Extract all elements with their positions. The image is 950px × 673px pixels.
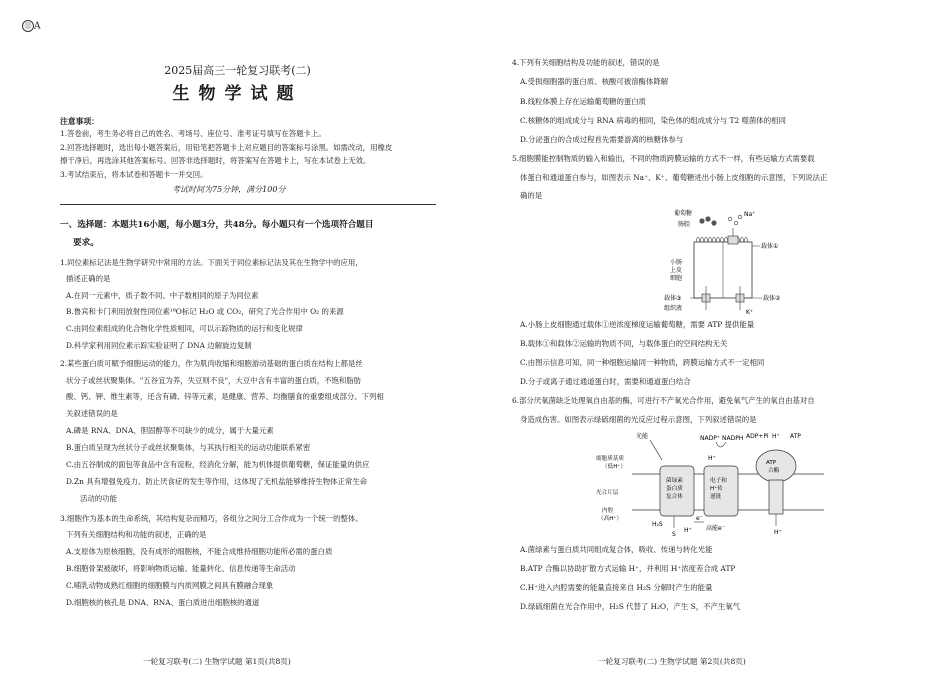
- q1-option-a: A.在同一元素中，质子数不同、中子数相同的原子为同位素: [66, 291, 259, 300]
- label-nadph: NADPH: [722, 435, 744, 442]
- notice-item: 3.考试结束后，将本试卷和答题卡一并交回。: [60, 170, 208, 179]
- exam-time: 考试时间为75分钟，满分100分: [172, 185, 286, 194]
- version-badge: ⑪ A: [22, 20, 41, 32]
- notice-item: 擦干净后，再选涂其他答案标号。回答非选择题时，将答案写在答题卡上，写在本试卷上无效。: [60, 156, 371, 165]
- label-cytoplasm: （低H⁺）: [602, 464, 626, 470]
- q1-option-d: D.科学家利用同位素示踪实验证明了 DNA 边解旋边复制: [66, 341, 252, 350]
- q3-stem: 下列有关细胞结构和功能的叙述，正确的是: [66, 530, 207, 539]
- label-na: Na⁺: [744, 211, 756, 218]
- label-light: 光能: [636, 433, 649, 440]
- carrier-1: [728, 236, 738, 244]
- label-sulfur: S: [672, 531, 676, 538]
- q4-option-c: C.核糖体的组成成分与 RNA 病毒的相同，染色体的组成成分与 T2 噬菌体的相同: [520, 116, 786, 125]
- q2-option-d: D.Zn 具有增强免疫力、防止厌食症的发生等作用，这体现了无机盐能够维持生物体正常生命: [66, 477, 368, 486]
- label-proton: H⁺: [772, 433, 780, 440]
- label-atp: ATP: [790, 433, 801, 440]
- q4-stem: 4.下列有关细胞结构及功能的叙述，错误的是: [512, 58, 660, 67]
- q2-stem: 酸、钙、钾、维生素等，还含有磷、锌等元素，是健康、营养、均衡膳食的重要组成部分。下列相: [66, 392, 384, 401]
- q1-option-c: C.由同位素组成的化合物化学性质相同，可以示踪物质的运行和变化规律: [66, 324, 303, 333]
- atp-synthase-head: [756, 450, 796, 482]
- page-footer: 一轮复习联考(二) 生物学试题 第2页(共8页): [598, 657, 746, 666]
- label-complex: 复合体: [666, 494, 683, 500]
- label-chain: 递链: [710, 494, 722, 500]
- label-chain: H⁺传: [710, 486, 723, 492]
- notice-item: 2.回答选择题时，选出每小题答案后，用铅笔把答题卡上对应题目的答案标号涂黑。如需改动，用橡皮: [60, 143, 393, 152]
- q3-option-b: B.细胞骨架被破坏，将影响物质运输、能量转化、信息传递等生命活动: [66, 564, 296, 573]
- glucose-icon: [699, 218, 704, 223]
- q2-stem: 关叙述错误的是: [66, 409, 118, 418]
- label-lumen: 内腔: [602, 508, 614, 514]
- nadp-arrow: [716, 442, 726, 447]
- q5-option-b: B.载体①和载体②运输的物质不同，与载体蛋白的空间结构无关: [520, 339, 728, 348]
- transport-diagram: [650, 206, 810, 318]
- q2-stem: 状分子或丝状聚集体。"五谷宜为养，失豆则不良"，大豆中含有丰富的蛋白质，不饱和脂肪: [66, 376, 362, 385]
- label-carrier-2: 载体②: [763, 295, 781, 302]
- label-carrier-3: 载体③: [664, 295, 682, 302]
- label-proton: H⁺: [684, 527, 692, 534]
- q2-option-d-cont: 活动的功能: [80, 494, 117, 503]
- circle-icon: ⑪: [22, 20, 34, 32]
- q6-stem: 6.部分厌氧菌缺乏处理氧自由基的酶，可进行不产氧光合作用，避免氧气产生的氧自由基对自: [512, 396, 815, 405]
- label-glucose: 葡萄糖: [674, 210, 693, 217]
- label-cell: 上皮: [670, 267, 683, 274]
- label-tissue-fluid: 组织液: [664, 305, 683, 312]
- q3-option-c: C.哺乳动物成熟红细胞的细胞膜与内质网膜之间具有膜融合现象: [66, 581, 274, 590]
- section-title-cont: 要求。: [73, 238, 99, 248]
- q5-option-d: D.分子或离子通过通道蛋白时，需要和通道蛋白结合: [520, 377, 691, 386]
- label-adp: ADP+Pi: [746, 433, 769, 440]
- notice-heading: 注意事项：: [60, 117, 99, 126]
- page-footer: 一轮复习联考(二) 生物学试题 第1页(共8页): [143, 657, 291, 666]
- q4-option-d: D.分泌蛋白的合成过程首先需要游离的核糖体参与: [520, 135, 684, 144]
- q1-stem: 描述正确的是: [66, 274, 111, 283]
- label-complex: 菌绿素: [666, 478, 683, 484]
- q4-option-a: A.受损细胞器的蛋白质、核酸可被溶酶体降解: [520, 77, 669, 86]
- q2-option-b: B.蛋白质呈现为丝状分子或丝状聚集体，与其执行相关的运动功能联系紧密: [66, 443, 311, 452]
- q6-stem: 身造成伤害。如图表示绿硫细菌的光反应过程示意图，下列叙述错误的是: [520, 415, 757, 424]
- label-lamella: 光合片层: [596, 490, 619, 496]
- q6-option-b: B.ATP 合酶以协助扩散方式运输 H⁺，并利用 H⁺浓度差合成 ATP: [520, 564, 736, 573]
- q3-option-d: D.细胞核的核孔是 DNA、RNA、蛋白质进出细胞核的通道: [66, 598, 260, 607]
- glucose-icon: [711, 220, 716, 225]
- label-complex: 蛋白质: [666, 486, 683, 492]
- subject-title: 生物学试题: [172, 84, 303, 104]
- sodium-ion-icon: [738, 215, 742, 219]
- q3-option-a: A.支原体为原核细胞，没有成形的细胞核，不能合成维持细胞功能所必需的蛋白质: [66, 547, 333, 556]
- exam-title: 2025届高三一轮复习联考(二): [164, 64, 311, 77]
- atp-synthase-stalk: [769, 480, 783, 514]
- label-proton: H⁺: [774, 529, 782, 536]
- label-proton: H⁺: [708, 455, 716, 462]
- label-high-energy-electron: 高能e⁻: [706, 525, 725, 532]
- label-carrier-1: 载体①: [761, 243, 779, 250]
- label-h2s: H₂S: [652, 521, 663, 528]
- notice-item: 1.答卷前，考生务必将自己的姓名、考场号、座位号、准考证号填写在答题卡上。: [60, 129, 326, 138]
- microvilli: [696, 237, 748, 242]
- q3-stem: 3.细胞作为基本的生命系统，其结构复杂而精巧，各组分之间分工合作成为一个统一的整体。: [60, 514, 363, 523]
- label-nadp: NADP⁺: [700, 435, 720, 442]
- label-cell: 细胞: [670, 275, 683, 282]
- section-title: 一、选择题：本题共16小题，每小题3分，共48分。每小题只有一个选项符合题目: [60, 220, 374, 230]
- label-atp-synthase: 合酶: [768, 468, 780, 474]
- divider: [60, 204, 436, 205]
- q6-option-d: D.绿硫细菌在光合作用中，H₂S 代替了 H₂O，产生 S，不产生氧气: [520, 602, 741, 611]
- q5-stem: 体蛋白和通道蛋白参与，如图表示 Na⁺、K⁺、葡萄糖进出小肠上皮细胞的示意图，下列说法正: [520, 173, 828, 182]
- label-lumen: （高H⁺）: [598, 516, 622, 522]
- sodium-ion-icon: [734, 221, 738, 225]
- q5-stem: 确的是: [520, 191, 543, 200]
- label-cytoplasm: 细胞质基质: [596, 456, 624, 462]
- label-cell: 小肠: [670, 259, 683, 266]
- label-lumen: 肠腔: [678, 221, 691, 228]
- q6-option-c: C.H⁺进入内腔需要的能量直接来自 H₂S 分解时产生的能量: [520, 583, 713, 592]
- q2-option-a: A.磷是 RNA、DNA、胆固醇等不可缺少的成分，属于大量元素: [66, 426, 274, 435]
- label-atp-synthase: ATP: [766, 460, 777, 466]
- q5-option-a: A.小肠上皮细胞通过载体①逆浓度梯度运输葡萄糖，需要 ATP 提供能量: [520, 320, 755, 329]
- label-electron: e⁻: [696, 515, 703, 522]
- light-arrow: [650, 440, 662, 460]
- photosynthesis-diagram: [596, 430, 826, 538]
- label-k: K⁺: [746, 309, 754, 316]
- q5-stem: 5.细胞膜能控制物质的输入和输出，不同的物质跨膜运输的方式不一样，有些运输方式需要载: [512, 154, 815, 163]
- q1-option-b: B.鲁宾和卡门利用放射性同位素¹⁸O标记 H₂O 或 CO₂，研究了光合作用中 O₂ 的来源: [66, 307, 344, 316]
- q2-option-c: C.由五谷制成的面包等食品中含有淀粉，经消化分解，能为机体提供葡萄糖，保证能量的供应: [66, 460, 370, 469]
- q5-option-c: C.由图示信息可知，同一种细胞运输同一种物质，跨膜运输方式不一定相同: [520, 358, 765, 367]
- q2-stem: 2.某些蛋白质可赋予细胞运动的能力，作为肌肉收缩和细胞游动基础的蛋白质在结构上都是丝: [60, 359, 363, 368]
- sodium-ion-icon: [728, 217, 732, 221]
- label-chain: 电子和: [710, 478, 727, 484]
- glucose-icon: [705, 216, 710, 221]
- q1-stem: 1.同位素标记法是生物学研究中常用的方法。下面关于同位素标记法及其在生物学中的应用，: [60, 258, 363, 267]
- q4-option-b: B.线粒体膜上存在运输葡萄糖的蛋白质: [520, 97, 647, 106]
- q6-option-a: A.菌绿素与蛋白质共同组成复合体，吸收、传递与转化光能: [520, 545, 713, 554]
